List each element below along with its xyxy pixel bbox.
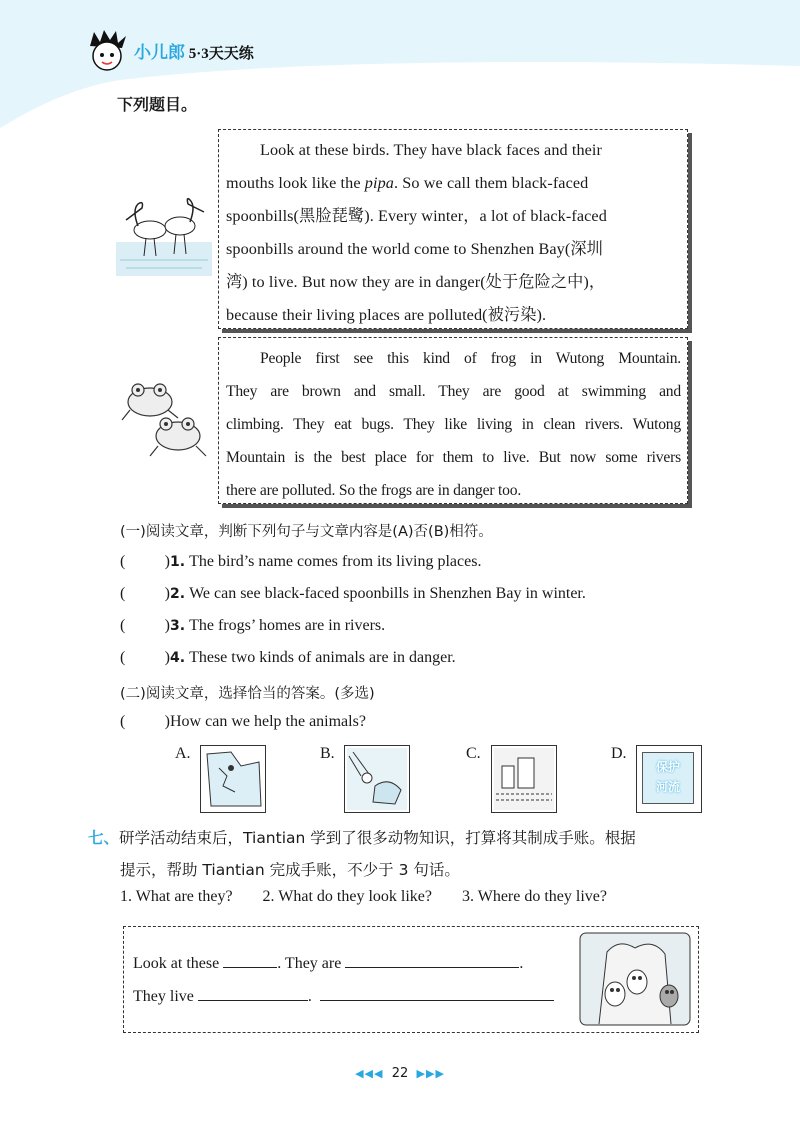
protect-river-sign [642,752,694,804]
brand-name: 小儿郎 [134,43,185,62]
passage-spoonbills [218,129,688,329]
handbook-text: . They are [277,955,342,972]
paren-close: ) [164,649,170,666]
section7-line: 研学活动结束后，Tiantian 学到了很多动物知识，打算将其制成手账。根据 [119,829,636,847]
paren-close: ) [164,713,170,730]
sign-text: 保护 [655,760,680,774]
passage1-line: 湾) to live. But now they are in danger(处于危险之中)， [226,273,606,291]
option-b-image[interactable] [344,745,410,813]
paren-open: ( [120,649,126,666]
handbook-box [123,926,699,1033]
passage1-line: spoonbills around the world come to Shenzhen Bay(深圳 [226,240,603,258]
blank-line[interactable] [198,986,308,1001]
question-number: 4. [170,650,186,666]
section-number: 七、 [88,829,120,847]
question-row [120,553,481,571]
section7-line: 提示，帮助 Tiantian 完成手账，不少于 3 句话。 [120,861,460,879]
handbook-text: Look at these [133,955,220,972]
part1-title: (一)阅读文章，判断下列句子与文章内容是(A)否(B)相符。 [120,524,493,540]
handbook-row [133,986,554,1006]
blank-line[interactable] [320,986,554,1001]
paren-open: ( [120,553,126,570]
handbook-row [133,953,523,973]
intro-text: 下列题目。 [117,95,198,114]
hint-questions [120,888,633,906]
mascot-logo [84,28,132,76]
hint-item: 1. What are they? [120,888,233,905]
answer-blank[interactable] [120,585,170,603]
passage1-line [226,167,681,200]
answer-blank[interactable] [120,713,170,731]
paren-open: ( [120,585,126,602]
page-number: 22 [391,1066,409,1081]
sign-text: 河流 [655,780,680,794]
paren-close: ) [164,585,170,602]
option-b-label: B. [320,745,335,762]
option-c-label: C. [466,745,481,762]
question-number: 1. [170,554,186,570]
right-arrows-icon: ▶▶▶ [416,1067,445,1080]
passage1-text: mouths look like the [226,174,361,192]
passage2-line: They are brown and small. They are good at swimming and [226,383,681,400]
question-text: We can see black-faced spoonbills in Shenzhen Bay in winter. [189,585,586,602]
page-footer [0,1066,800,1081]
question-row [120,617,385,635]
question-row [120,649,456,667]
paren-close: ) [164,553,170,570]
left-arrows-icon: ◀◀◀ [355,1067,384,1080]
part2-title: (二)阅读文章，选择恰当的答案。(多选) [120,686,375,702]
paren-open: ( [120,617,126,634]
answer-blank[interactable] [120,617,170,635]
spoonbill-illustration [116,190,212,276]
passage1-text: . So we call them black-faced [393,174,589,192]
brand-title [134,38,254,63]
passage1-line: because their living places are polluted(被污染). [226,306,547,324]
option-a-label: A. [175,745,191,762]
answer-blank[interactable] [120,649,170,667]
passage2-line: Mountain is the best place for them to live. But now some rivers [226,449,681,466]
section7-instructions [88,822,636,886]
handbook-text: . [307,988,312,1005]
blank-line[interactable] [223,953,277,968]
question-text: These two kinds of animals are in danger. [189,649,456,666]
question-text: The bird’s name comes from its living places. [189,553,482,570]
option-d-label: D. [611,745,627,762]
question-number: 3. [170,618,186,634]
passage2-line: there are polluted. So the frogs are in danger too. [226,482,522,499]
question-text: The frogs’ homes are in rivers. [189,617,386,634]
pipa-word: pipa [364,174,394,192]
passage2-line: climbing. They eat bugs. They like living in clean rivers. Wutong [226,416,681,433]
handbook-text: They live [133,988,194,1005]
part2-question-row [120,713,366,731]
owl-tree-illustration [579,932,691,1026]
option-d-image[interactable] [636,745,702,813]
hint-item: 2. What do they look like? [262,888,432,905]
answer-blank[interactable] [120,553,170,571]
passage-frogs [218,337,688,504]
question-row [120,585,586,603]
option-c-image[interactable] [491,745,557,813]
handbook-text: . [519,955,524,972]
paren-open: ( [120,713,126,730]
passage1-line: spoonbills(黑脸琵鹭). Every winter，a lot of black-faced [226,207,607,225]
question-number: 2. [170,586,186,602]
paren-close: ) [164,617,170,634]
frog-illustration [120,376,212,468]
passage1-line: Look at these birds. They have black faces and their [260,141,603,159]
option-a-image[interactable] [200,745,266,813]
question-text: How can we help the animals? [170,713,366,730]
brand-series: 5·3天天练 [188,46,254,62]
blank-line[interactable] [345,953,519,968]
hint-item: 3. Where do they live? [462,888,607,905]
passage2-line: People first see this kind of frog in Wutong Mountain. [260,350,681,367]
